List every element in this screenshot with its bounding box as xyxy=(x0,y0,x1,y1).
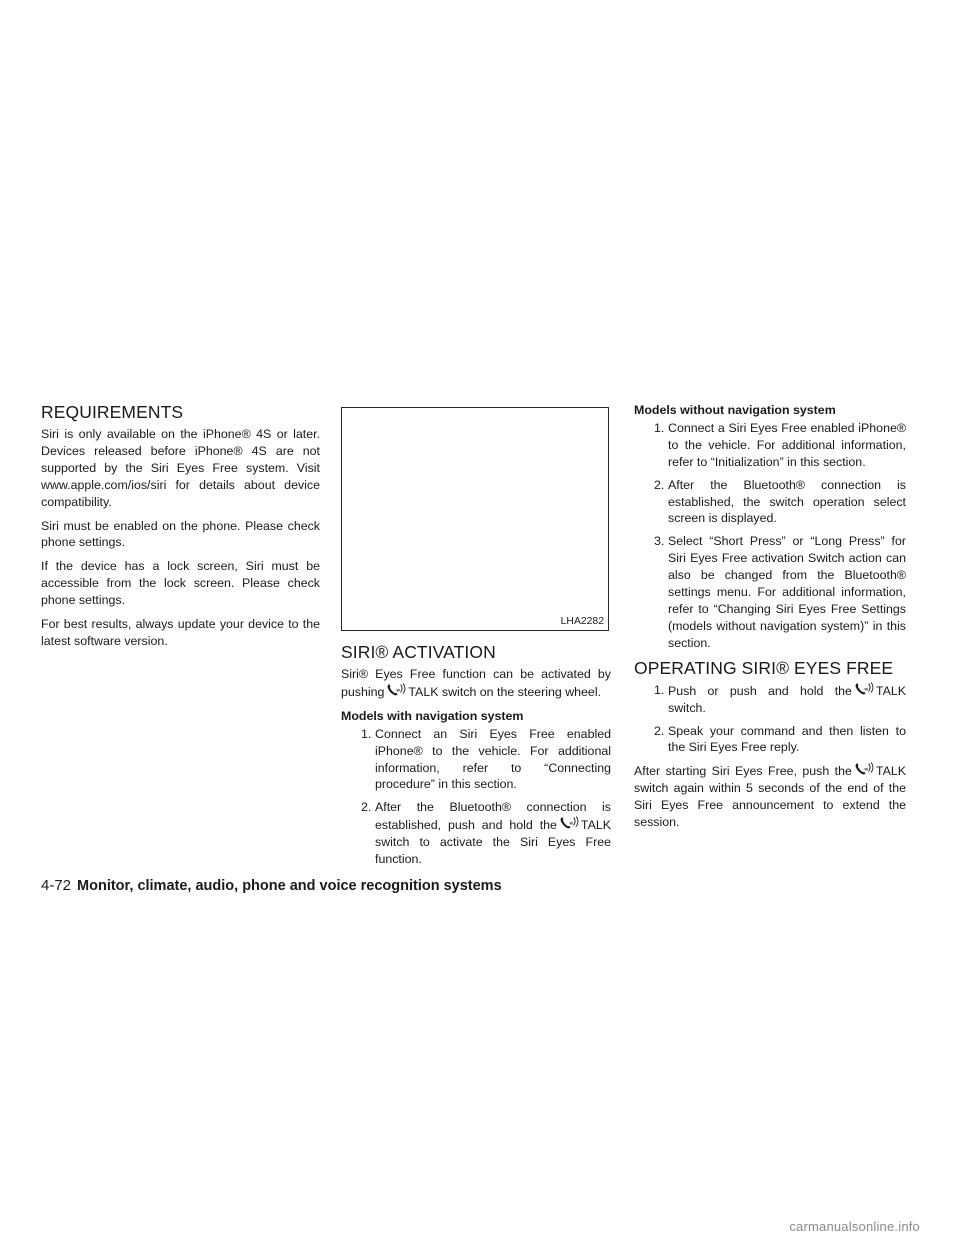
page-number: 4-72 xyxy=(41,877,72,894)
talk-switch-icon xyxy=(854,762,874,777)
list-item: 2. After the Bluetooth® connection is established, push and hold the TALK switch to activate the Siri Eyes Free function. xyxy=(361,800,611,867)
list-item: 1. Connect a Siri Eyes Free enabled iPhone® to the vehicle. For additional information, refer to “Initialization” in this section. xyxy=(654,420,906,469)
requirements-paragraph-3: If the device has a lock screen, Siri must be accessible from the lock screen. Please check phone settings. xyxy=(41,559,320,608)
list-item: 3. Select “Short Press” or “Long Press” for Siri Eyes Free activation Switch action can also be changed from the Bluetooth® settings menu. For additional information, refer to “Changing Siri Eyes Free Settings (models without navigation system)” in this section. xyxy=(654,534,906,650)
figure-illustration xyxy=(341,407,609,631)
page-footer xyxy=(41,877,502,895)
column-right xyxy=(634,402,906,838)
activation-heading: SIRI® ACTIVATION xyxy=(341,642,496,662)
list-item: 1. Push or push and hold the TALK switch. xyxy=(654,682,906,715)
list-item: 1. Connect an Siri Eyes Free enabled iPhone® to the vehicle. For additional information, refer to “Connecting procedure” in this section. xyxy=(361,726,611,792)
operating-steps-list xyxy=(634,682,906,757)
list-item: 2. Speak your command and then listen to the Siri Eyes Free reply. xyxy=(654,723,906,755)
nav-steps-list xyxy=(341,726,611,868)
chapter-title: Monitor, climate, audio, phone and voice recognition systems xyxy=(77,878,502,894)
requirements-paragraph-4: For best results, always update your device to the latest software version. xyxy=(41,617,320,648)
nav-models-heading: Models with navigation system xyxy=(341,708,524,723)
operating-heading: OPERATING SIRI® EYES FREE xyxy=(634,657,894,678)
talk-switch-icon xyxy=(386,683,406,698)
watermark: carmanualsonline.info xyxy=(789,1219,920,1234)
no-nav-steps-list xyxy=(634,420,906,652)
requirements-paragraph-2: Siri must be enabled on the phone. Please check phone settings. xyxy=(41,518,320,550)
requirements-paragraph-1: Siri is only available on the iPhone® 4S or later. Devices released before iPhone® 4S are not supported by the Siri Eyes Free system. Visit www.apple.com/ios/siri for details about device compatibility. xyxy=(41,427,320,509)
operating-after-paragraph: After starting Siri Eyes Free, push the TALK switch again within 5 seconds of the end of the Siri Eyes Free announcement to extend the session. xyxy=(634,764,906,830)
no-nav-models-heading: Models without navigation system xyxy=(634,403,836,417)
figure-code: LHA2282 xyxy=(560,616,604,627)
activation-intro: Siri® Eyes Free function can be activated by pushing TALK switch on the steering wheel. xyxy=(341,667,611,699)
column-middle xyxy=(341,402,611,874)
column-left xyxy=(41,402,320,657)
list-item: 2. After the Bluetooth® connection is established, the switch operation select screen is displayed. xyxy=(654,477,906,526)
requirements-heading: REQUIREMENTS xyxy=(41,402,184,422)
talk-switch-icon xyxy=(559,816,579,831)
talk-switch-icon xyxy=(854,682,874,697)
